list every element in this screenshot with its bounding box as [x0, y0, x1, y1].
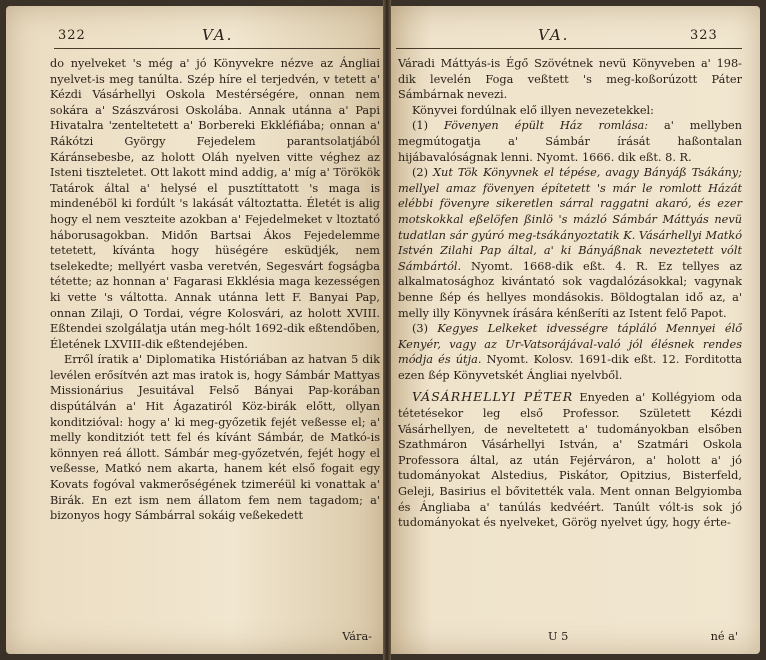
left-page-number: 322: [58, 28, 86, 43]
left-page: [6, 6, 386, 654]
right-catchword: né a': [710, 630, 738, 643]
book-3-number: (3): [412, 322, 429, 336]
right-running-head: [388, 28, 760, 50]
left-head-rule: [54, 48, 380, 49]
right-page-number: 323: [690, 28, 718, 43]
right-running-title: VA.: [538, 26, 570, 44]
person-heading: VÁSÁRHELLYI PÉTER: [412, 389, 574, 405]
book-1-number: (1): [412, 119, 429, 133]
book-3-text: Nyomt. Kolosv. 1691-dik eßt. 12. Forditotta ezen ßép Könyvetskét Ángliai nyelvből.: [398, 353, 742, 382]
book-entry-2: [398, 165, 742, 321]
signature-mark: U 5: [548, 630, 569, 643]
left-running-title: VA.: [202, 26, 234, 44]
book-entry-1: [398, 118, 742, 165]
right-body-text: [398, 56, 742, 531]
book-2-title: Xut Tök Könyvnek el tépése, avagy Bányáß Tsákány; mellyel amaz fövenyen építetett 's már le romlott Házát elébbi fövenyre sikeretlen sárral raggatni akaró, és ezer motskokkal eßelöfen ßinlö 's mázló Sámbár Máttyás nevü tudatlan sár gyúró meg-tsákányoztatik K. Vásárhellyi Matkó Istvén Zilahi Pap által, a' ki Bányáßnak neveztetett vólt Sámbártól.: [398, 166, 742, 273]
book-entry-3: [398, 321, 742, 383]
left-paragraph-1: do nyelveket 's még a' jó Könyvekre nézve az Ángliai nyelvet-is meg tanúlta. Szép híre el terjedvén, v tetett a' Kézdi Vásárhellyi Oskola Mestérségére, onnan nem sokára a' Szászvárosi Oskolába. Annak utánna a' Papi Hivatalra 'zenteltetett a' Borbereki Ekkléfiába; onnan a' Rákótzi György Fejedelem parantsolatjából Káránsebesbe, az holott Oláh nyelven vitte véghez az Isteni tiszteletet. Ott lakott mind addig, a' míg a' Törökök Tatárok által a' helysé el pusztíttatott 's maga is mindenéböl ki fordúlt 's lakását változtatta. Életét is alig hogy el nem veszteite azokban a' Fejedelmeket v ltoztató háborusagokban. Midőn Bartsai Ákos Fejedelemme tetetett, kívánta hogy hüségére esküdjék, nem tselekedte; mellyért vasba veretvén, Segesvárt fogságba tétette; az honnan a' Fagarasi Ekklésia maga kezességen ki vette 's váltotta. Annak utánna lett F. Banyai Pap, onnan Zilaji, O Tordai, végre Kolosvári, az holott XVIII. Eßtendei szolgálatja után meg-hólt 1692-dik eßtendőben, Életének LXVIII-dik eßtendejében.: [50, 57, 380, 351]
book-2-text: Nyomt. 1668-dik eßt. 4. R. Ez tellyes az alkalmatosághoz kivántató sok vagdalózásokkal; vagynak benne ßép és hellyes mondásokis. Böldogtalan idő az, a' melly illy Könyvnek írására kénßeríti az Istent felő Papot.: [398, 259, 743, 320]
book-3-title: Kegyes Lelkeket idvességre tápláló Mennyei élő Kenyér, vagy az Ur-Vatsorájával-való jól élésnek rendes módja és útja.: [398, 322, 743, 367]
person-entry: [398, 389, 742, 530]
left-catchword: Vára-: [342, 630, 372, 643]
left-running-head: [6, 28, 386, 50]
right-intro: Váradi Máttyás-is Égő Szövétnek nevü Könyveben a' 198-dik levelén Foga veßtett 's meg-koßorúzott Páter Sámbárnak nevezi.: [398, 57, 742, 102]
book-1-title: Fövenyen épült Ház romlása:: [443, 119, 649, 133]
book-gutter: [383, 0, 391, 660]
right-page: [388, 6, 760, 654]
left-body-text: [50, 56, 380, 524]
person-text: Enyeden a' Kollégyiom oda tétetésekor leg első Professor. Született Kézdi Vásárhellyen, de neveltetett a' tudományokban elsőben Szathmáron Vásárhellyi István, a' Szatmári Oskola Professora által, az után Fejérváron, a' holott a' jó tudományokat Alstedius, Piskátor, Opitzius, Bisterfeld, Geleji, Basirius el bővitették vala. Ment onnan Belgyiomba és Ángliaba a' tanúlás kedvéért. Tanúlt vólt-is sok jó tudományokat és nyelveket, Görög nyelvet úgy, hogy érte-: [398, 391, 742, 530]
books-intro: Könyvei fordúlnak elő illyen nevezetekkel:: [412, 103, 654, 117]
book-1-text: a' mellyben megmútogatja a' Sámbár írását haßontalan hijábavalóságnak lenni. Nyomt. 1666. dik eßt. 8. R.: [398, 119, 743, 164]
right-head-rule: [396, 48, 742, 49]
left-paragraph-2: Erről íratik a' Diplomatika Históriában az hatvan 5 dik levélen erősítvén azt mas iratok is, hogy Sámbár Mattyas Missionárius Jesuitával Felső Bányai Pap-korában dispútálván a' Hit Ágazatiról Köz-birák előtt, ollyan konditzióval: hogy a' ki meg-győzetik fejét veßesse el; a' melly konditziót tett fel és kívánt Sámbár, de Matkó-is könnyen reá állott. Sámbár meg-győzetvén, fejét hogy el veßesse, Matkó nem akarta, hanem két első fogait egy Kovats fogóval vakmerőségének tzimeréül ki vonattak a' Birák. En ezt ism nem állatom fem nem tagadom; a' bizonyos hogy Sámbárral sokáig veßekedett: [50, 353, 380, 523]
book-2-number: (2): [412, 166, 429, 180]
